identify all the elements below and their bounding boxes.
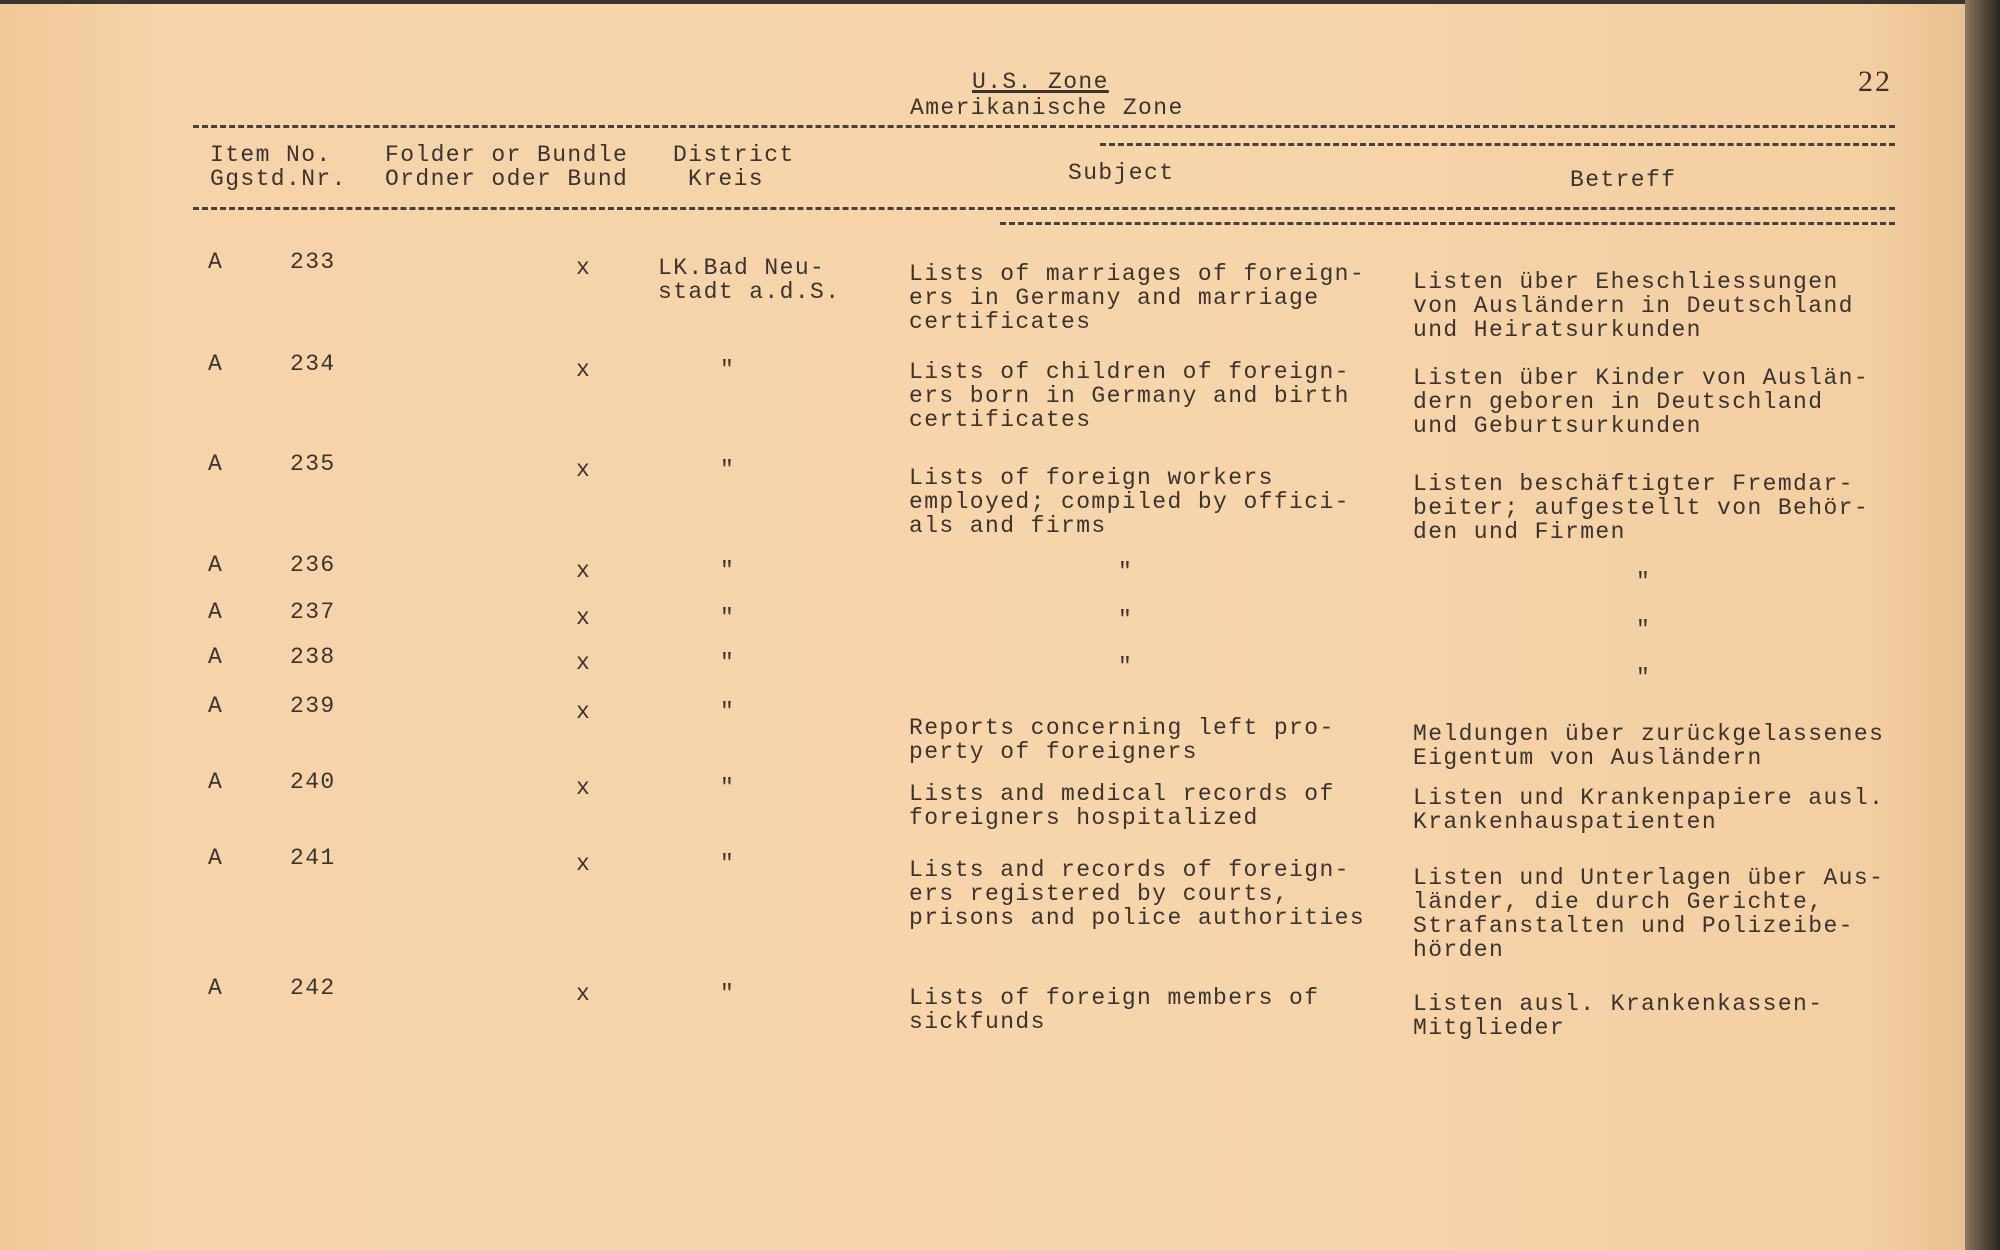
cell-number: 239	[290, 693, 336, 719]
cell-district: "	[720, 558, 736, 584]
cell-subject: Lists and medical records of foreigners hospitalized	[909, 781, 1335, 831]
cell-betreff: Meldungen über zurückgelassenes Eigentum von Ausländern	[1413, 721, 1885, 771]
cell-prefix: A	[208, 845, 224, 871]
cell-number: 234	[290, 351, 336, 377]
cell-betreff: Listen beschäftigter Fremdar- beiter; aufgestellt von Behör- den und Firmen	[1413, 471, 1870, 545]
cell-district: "	[720, 851, 736, 877]
cell-folder: x	[576, 457, 592, 483]
cell-betreff: Listen und Krankenpapiere ausl. Krankenhauspatienten	[1413, 785, 1885, 835]
cell-folder: x	[576, 775, 592, 801]
zone-title-de: Amerikanische Zone	[910, 95, 1184, 121]
cell-subject: Lists and records of foreign- ers registered by courts, prisons and police authorities	[909, 857, 1366, 931]
cell-folder: x	[576, 650, 592, 676]
cell-number: 237	[290, 599, 336, 625]
col-subject: Subject	[1068, 160, 1175, 186]
cell-subject: "	[1118, 559, 1134, 585]
cell-betreff: "	[1636, 617, 1652, 643]
cell-folder: x	[576, 255, 592, 281]
cell-betreff: Listen über Eheschliessungen von Ausländern in Deutschland und Heiratsurkunden	[1413, 269, 1854, 343]
cell-number: 238	[290, 644, 336, 670]
divider-header	[193, 207, 1895, 210]
cell-folder: x	[576, 605, 592, 631]
page-number: 22	[1858, 65, 1892, 98]
divider-top-right	[1100, 143, 1895, 146]
cell-folder: x	[576, 699, 592, 725]
page-edge	[1965, 0, 2000, 1250]
zone-title-en: U.S. Zone	[972, 69, 1109, 95]
cell-prefix: A	[208, 599, 224, 625]
cell-betreff: Listen und Unterlagen über Aus- länder, die durch Gerichte, Strafanstalten und Polizeibe- hörden	[1413, 865, 1885, 963]
cell-folder: x	[576, 981, 592, 1007]
cell-betreff: "	[1636, 665, 1652, 691]
cell-number: 240	[290, 769, 336, 795]
cell-district: "	[720, 699, 736, 725]
cell-prefix: A	[208, 552, 224, 578]
col-betreff: Betreff	[1570, 167, 1677, 193]
col-item-de: Ggstd.Nr.	[210, 166, 347, 192]
col-folder-en: Folder or Bundle	[385, 142, 629, 168]
cell-subject: Lists of children of foreign- ers born in Germany and birth certificates	[909, 359, 1350, 433]
cell-betreff: Listen ausl. Krankenkassen- Mitglieder	[1413, 991, 1824, 1041]
cell-subject: Lists of foreign workers employed; compiled by offici- als and firms	[909, 465, 1350, 539]
cell-number: 235	[290, 451, 336, 477]
cell-folder: x	[576, 357, 592, 383]
cell-subject: "	[1118, 654, 1134, 680]
cell-prefix: A	[208, 249, 224, 275]
cell-number: 233	[290, 249, 336, 275]
cell-number: 236	[290, 552, 336, 578]
cell-district: "	[720, 775, 736, 801]
cell-district: "	[720, 981, 736, 1007]
cell-subject: "	[1118, 607, 1134, 633]
cell-district: "	[720, 357, 736, 383]
col-district-de: Kreis	[688, 166, 765, 192]
cell-subject: Lists of foreign members of sickfunds	[909, 985, 1320, 1035]
cell-district: LK.Bad Neu- stadt a.d.S.	[658, 255, 841, 305]
cell-prefix: A	[208, 693, 224, 719]
cell-folder: x	[576, 558, 592, 584]
cell-betreff: "	[1636, 569, 1652, 595]
divider-header-right	[1000, 222, 1895, 225]
cell-district: "	[720, 457, 736, 483]
cell-number: 242	[290, 975, 336, 1001]
cell-subject: Reports concerning left pro- perty of foreigners	[909, 715, 1335, 765]
cell-district: "	[720, 605, 736, 631]
cell-prefix: A	[208, 975, 224, 1001]
col-folder-de: Ordner oder Bund	[385, 166, 629, 192]
cell-prefix: A	[208, 351, 224, 377]
cell-prefix: A	[208, 644, 224, 670]
cell-prefix: A	[208, 769, 224, 795]
cell-prefix: A	[208, 451, 224, 477]
cell-district: "	[720, 650, 736, 676]
cell-subject: Lists of marriages of foreign- ers in Germany and marriage certificates	[909, 261, 1366, 335]
divider-top	[193, 125, 1895, 128]
col-district-en: District	[673, 142, 795, 168]
cell-folder: x	[576, 851, 592, 877]
col-item-en: Item No.	[210, 142, 332, 168]
cell-betreff: Listen über Kinder von Auslän- dern geboren in Deutschland und Geburtsurkunden	[1413, 365, 1870, 439]
cell-number: 241	[290, 845, 336, 871]
